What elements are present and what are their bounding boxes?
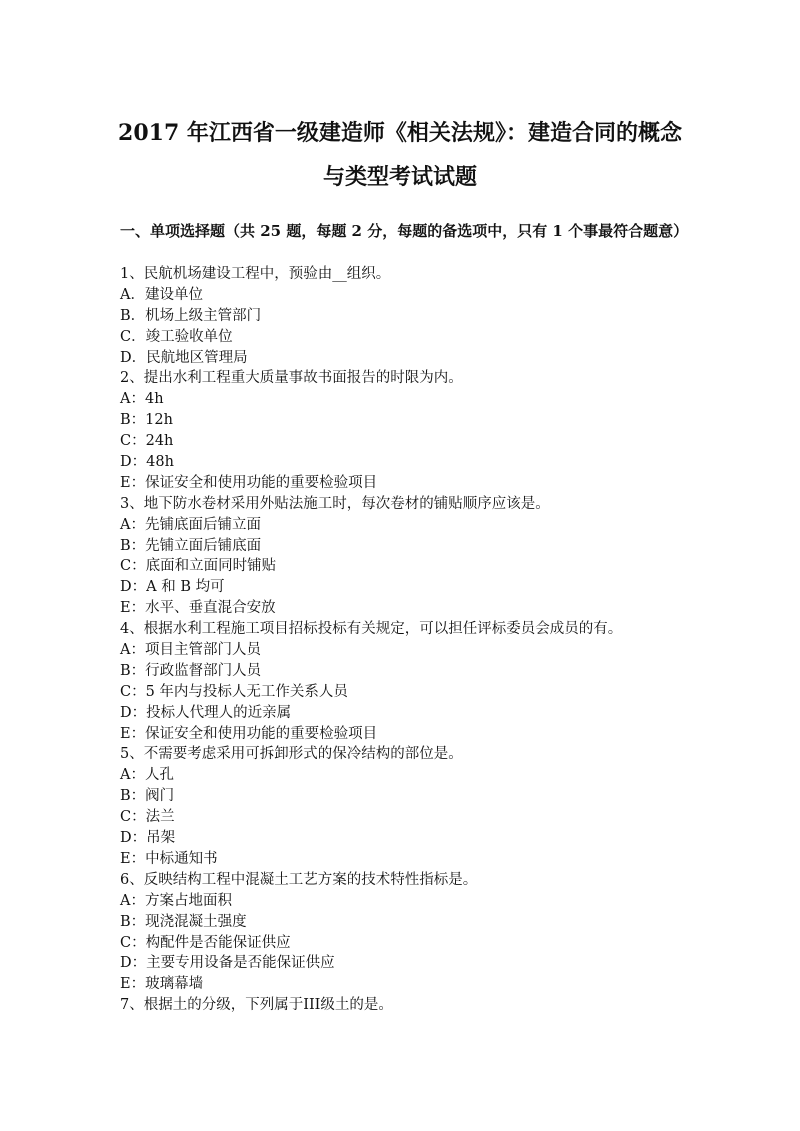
text-line: D：A 和 B 均可 [120,579,225,596]
text-line: B：先铺立面后铺底面 [120,537,262,554]
text-line: D：主要专用设备是否能保证供应 [120,955,335,972]
text-line: A：项目主管部门人员 [120,642,261,659]
text-line: C：构配件是否能保证供应 [120,934,291,951]
text-line: B：现浇混凝土强度 [120,913,247,930]
text-line: E：水平、垂直混合安放 [120,600,276,617]
text-line: C：底面和立面同时铺贴 [120,558,277,575]
text-line: A：方案占地面积 [120,892,232,909]
text-line: E：保证安全和使用功能的重要检验项目 [120,474,378,491]
text-line: D：吊架 [120,830,176,847]
text-line: 7、根据土的分级，下列属于III级土的是。 [120,997,393,1014]
text-line: E：中标通知书 [120,850,218,867]
text-line: A．建设单位 [120,286,203,303]
text-line: D．民航地区管理局 [120,349,248,366]
text-line: A：人孔 [120,767,174,784]
text-line: C．竣工验收单位 [120,328,233,345]
text-line: 1、民航机场建设工程中，预验由__组织。 [120,266,391,282]
text-line: E：玻璃幕墙 [120,976,204,993]
text-line: 2、提出水利工程重大质量事故书面报告的时限为内。 [120,370,463,387]
text-line: 6、反映结构工程中混凝土工艺方案的技术特性指标是。 [120,871,478,888]
text-line: D：48h [120,454,174,471]
text-line: C：24h [120,433,174,450]
text-line: 3、地下防水卷材采用外贴法施工时，每次卷材的铺贴顺序应该是。 [120,495,550,512]
text-line: A：4h [120,391,164,408]
text-line: D：投标人代理人的近亲属 [120,704,292,721]
document-title-line-2: 与类型考试试题 [322,164,477,190]
text-line: A：先铺底面后铺立面 [120,516,261,533]
text-line: B．机场上级主管部门 [120,307,262,324]
text-line: C：5 年内与投标人无工作关系人员 [120,683,348,700]
text-line: B：行政监督部门人员 [120,662,262,679]
document-title-line-1: 2017 年江西省一级建造师《相关法规》：建造合同的概念 [118,120,682,146]
text-line: 5、不需要考虑采用可拆卸形式的保冷结构的部位是。 [120,746,463,763]
section-heading: 一、单项选择题（共 25 题，每题 2 分，每题的备选项中，只有 1 个事最符合题意） [120,222,689,240]
text-line: B：12h [120,412,173,429]
text-line: B：阀门 [120,788,175,805]
text-line: 4、根据水利工程施工项目招标投标有关规定，可以担任评标委员会成员的有。 [120,621,623,638]
question-list [120,264,700,1016]
text-line: E：保证安全和使用功能的重要检验项目 [120,725,378,742]
text-line: C：法兰 [120,809,175,826]
